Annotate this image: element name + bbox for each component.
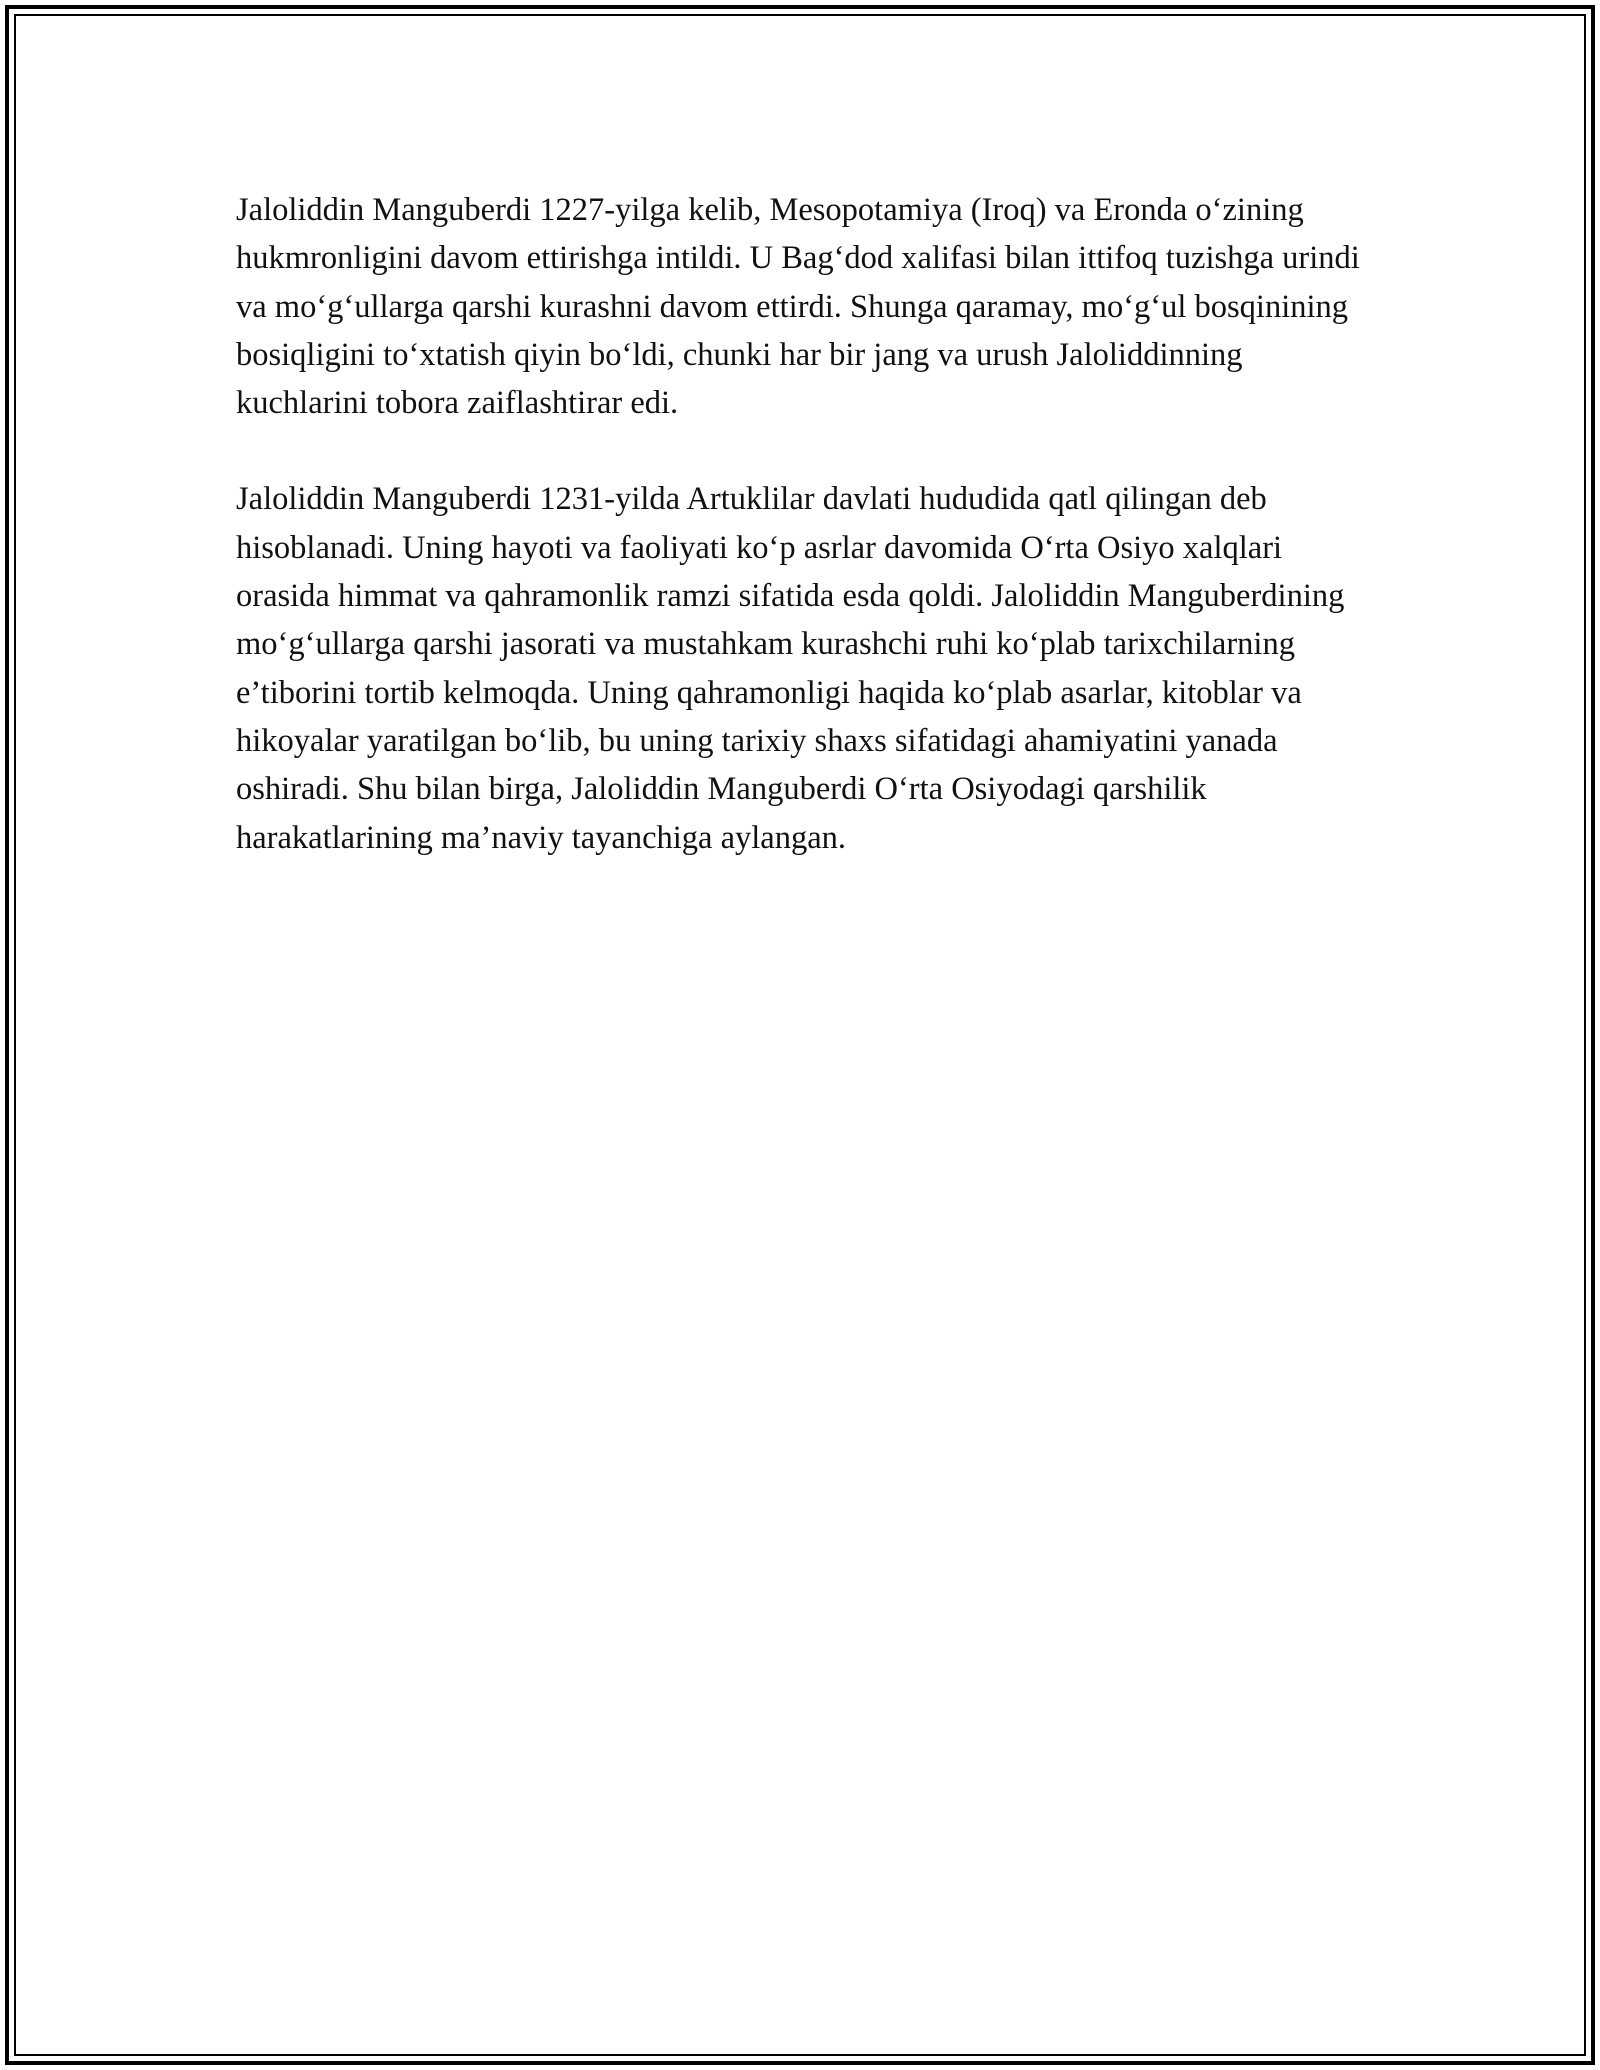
paragraph-2: Jaloliddin Manguberdi 1231-yilda Artuklilar davlati hududida qatl qilingan deb hisoblanadi. Uning hayoti va faoliyati ko‘p asrlar davomida O‘rta Osiyo xalqlari orasida himmat va qahramonlik ramzi sifatida esda qoldi. Jaloliddin Manguberdining mo‘g‘ullarga qarshi jasorati va mustahkam kurashchi ruhi ko‘plab tarixchilarning e’tiborini tortib kelmoqda. Uning qahramonligi haqida ko‘plab asarlar, kitoblar va hikoyalar yaratilgan bo‘lib, bu uning tarixiy shaxs sifatidagi ahamiyatini yanada oshiradi. Shu bilan birga, Jaloliddin Manguberdi O‘rta Osiyodagi qarshilik harakatlarining ma’naviy tayanchiga aylangan. xyxy=(236,481,1345,856)
document-body xyxy=(236,186,1376,910)
paragraph-1: Jaloliddin Manguberdi 1227-yilga kelib, Mesopotamiya (Iroq) va Eronda o‘zining hukmronligini davom ettirishga intildi. U Bag‘dod xalifasi bilan ittifoq tuzishga urindi va mo‘g‘ullarga qarshi kurashni davom ettirdi. Shunga qaramay, mo‘g‘ul bosqinining bosiqligini to‘xtatish qiyin bo‘ldi, chunki har bir jang va urush Jaloliddinning kuchlarini tobora zaiflashtirar edi. xyxy=(236,192,1360,422)
